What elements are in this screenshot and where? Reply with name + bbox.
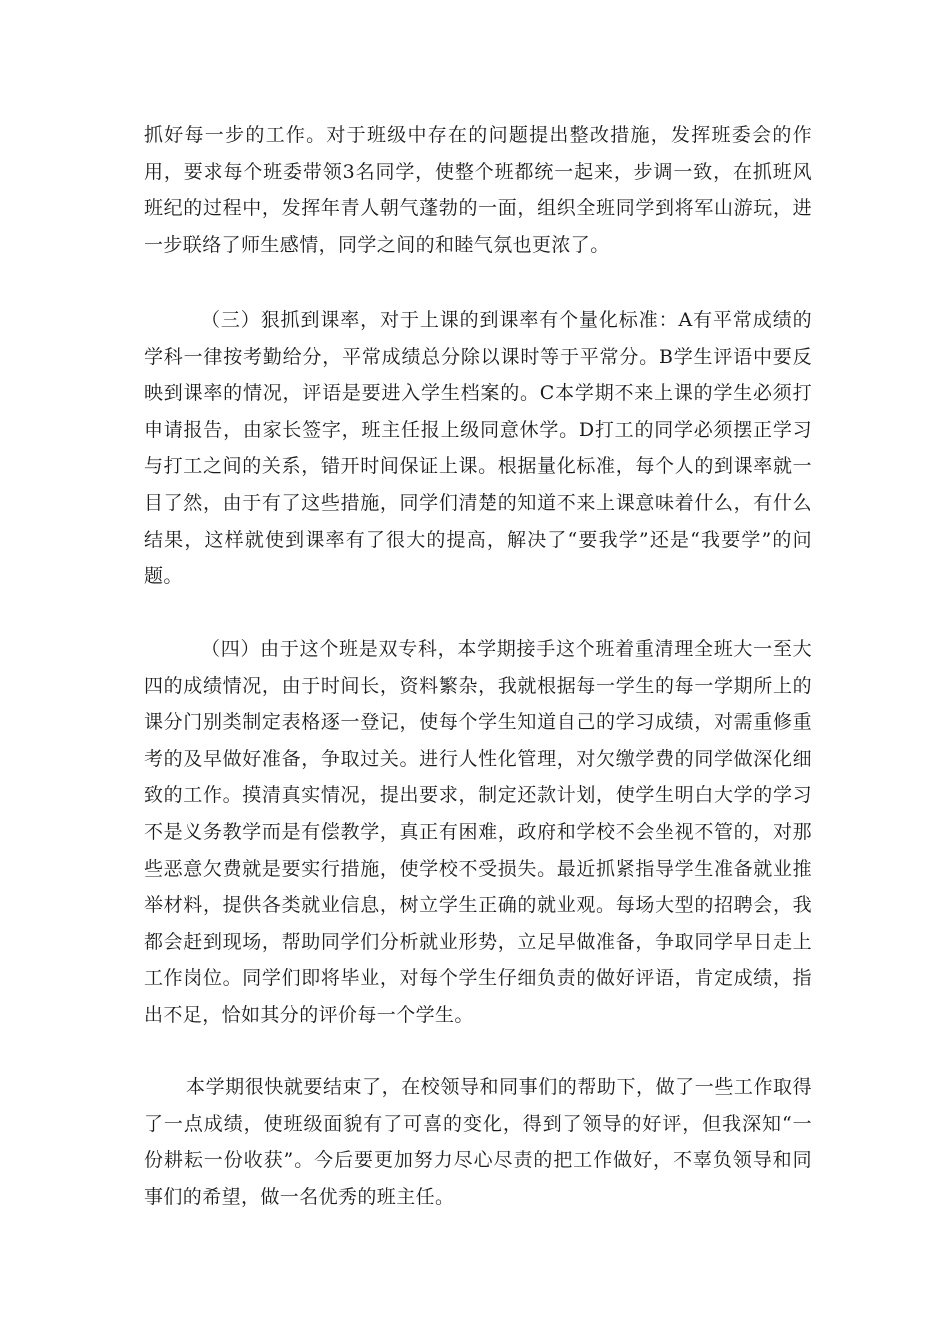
paragraph-attendance-rate: （三）狠抓到课率，对于上课的到课率有个量化标准：A有平常成绩的学科一律按考勤给分，平常成绩总分除以课时等于平常分。B学生评语中要反映到课率的情况，评语是要进入学生档案的。C本学期不来上课的学生必须打申请报告，由家长签字，班主任报上级同意休学。D打工的同学必须摆正学习与打工之间的关系，错开时间保证上课。根据量化标准，每个人的到课率就一目了然，由于有了这些措施，同学们清楚的知道不来上课意味着什么，有什么结果，这样就使到课率有了很大的提高，解决了“要我学”还是“我要学”的问题。 (144, 309, 812, 588)
paragraph-grades-and-fees: （四）由于这个班是双专科，本学期接手这个班着重清理全班大一至大四的成绩情况，由于时间长，资料繁杂，我就根据每一学生的每一学期所上的课分门别类制定表格逐一登记，使每个学生知道自己的学习成绩，对需重修重考的及早做好准备，争取过关。进行人性化管理，对欠缴学费的同学做深化细致的工作。摸清真实情况，提出要求，制定还款计划，使学生明白大学的学习不是义务教学而是有偿教学，真正有困难，政府和学校不会坐视不管的，对那些恶意欠费就是要实行措施，使学校不受损失。最近抓紧指导学生准备就业推举材料，提供各类就业信息，树立学生正确的就业观。每场大型的招聘会，我都会赶到现场，帮助同学们分析就业形势，立足早做准备，争取同学早日走上工作岗位。同学们即将毕业，对每个学生仔细负责的做好评语，肯定成绩，指出不足，恰如其分的评价每一个学生。 (144, 638, 812, 1026)
paragraph-class-discipline: 抓好每一步的工作。对于班级中存在的问题提出整改措施，发挥班委会的作用，要求每个班委带领3名同学，使整个班都统一起来，步调一致，在抓班风班纪的过程中，发挥年青人朝气蓬勃的一面，组织全班同学到将军山游玩，进一步联络了师生感情，同学之间的和睦气氛也更浓了。 (144, 124, 812, 256)
paragraph-conclusion: 本学期很快就要结束了，在校领导和同事们的帮助下，做了一些工作取得了一点成绩，使班级面貌有了可喜的变化，得到了领导的好评，但我深知“一份耕耘一份收获”。今后要更加努力尽心尽责的把工作做好，不辜负领导和同事们的希望，做一名优秀的班主任。 (144, 1076, 812, 1208)
